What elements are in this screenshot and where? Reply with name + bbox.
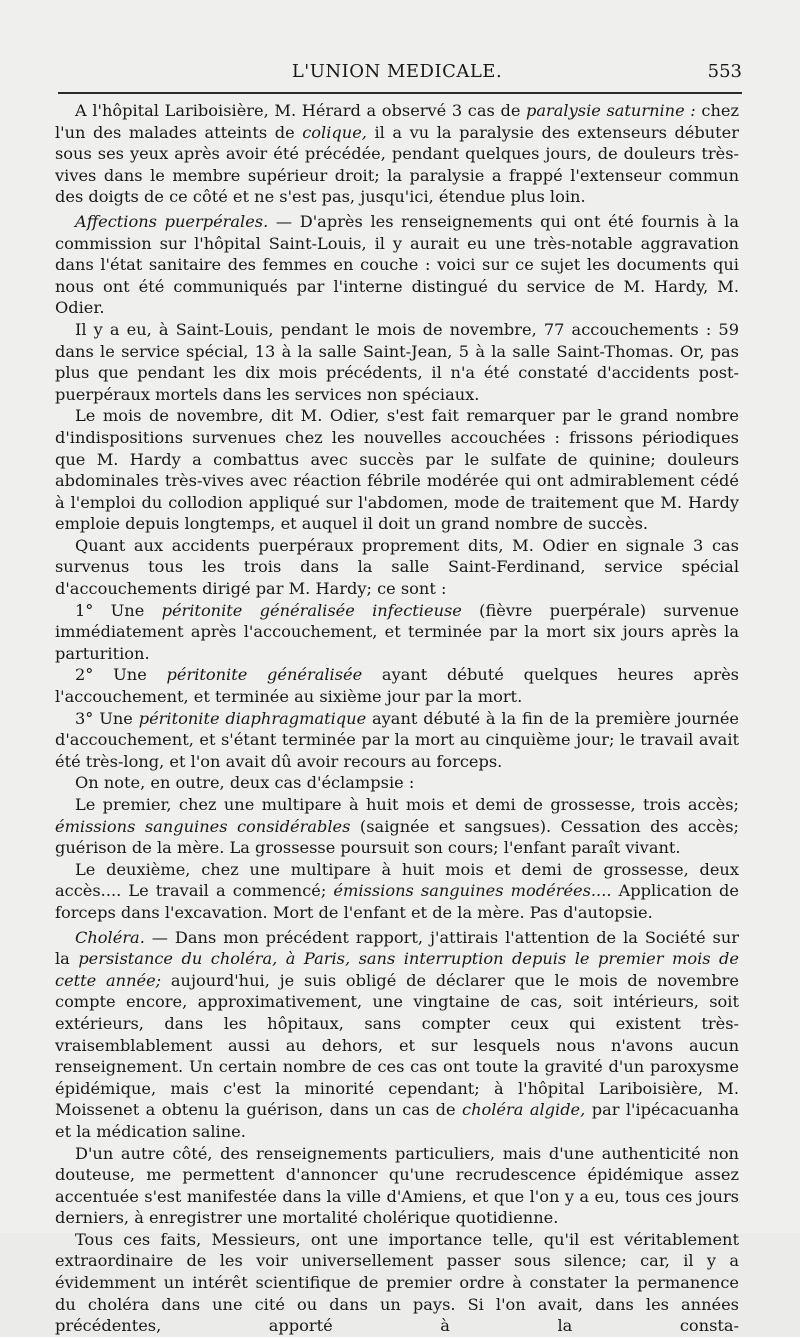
text-run: Quant aux accidents puerpéraux proprement dits, M. Odier en signale 3 cas survenus tous les trois dans la salle Saint-Ferdinand, service spécial d'accouchements dirigé par M. Hardy; ce sont : [55, 535, 739, 599]
paragraph-novembre [55, 405, 739, 535]
text-run: ayant débuté quelques heures après l'accouchement, et terminée au sixième jour par la mort. [55, 665, 739, 707]
paragraph-eclampsie [55, 772, 739, 794]
text-run: (fièvre puerpérale) survenue immédiatement après l'accouchement, et terminée par la mort six jours après la parturition. [55, 600, 739, 663]
text-run: par l'ipécacuanha et la médication saline. [55, 1100, 739, 1141]
paragraph-case-3 [55, 708, 739, 773]
paragraph-saint-louis [55, 319, 739, 405]
italic-run: colique, [302, 122, 367, 142]
italic-run: péritonite diaphragmatique [138, 708, 367, 728]
italic-run: Choléra. [75, 927, 145, 947]
paragraph-accidents [55, 535, 739, 600]
text-run: aujourd'hui, je suis obligé de déclarer que le mois de novembre compte encore, approximativement, une vingtaine de cas, soit intérieurs, soit extérieurs, dans les hôpitaux, sans compter ceux qui existent très-vraisemblablement aussi au dehors, et sur lesquels nous n'avons aucun renseignement. Un certain nombre de ces cas ont toute la gravité d'un paroxysme épidémique, mais c'est la minorité cependant; à l'hôpital Lariboisière, M. Moissenet a obtenu la guérison, dans un cas de [55, 970, 739, 1120]
text-run: Il y a eu, à Saint-Louis, pendant le mois de novembre, 77 accouchements : 59 dans le service spécial, 13 à la salle Saint-Jean, 5 à la salle Saint-Thomas. Or, pas plus que pendant les dix mois précédents, il n'a été constaté d'accidents post-puerpéraux mortels dans les services non spéciaux. [55, 319, 739, 404]
paragraph-cholera [55, 927, 739, 1143]
text-run: Le mois de novembre, dit M. Odier, s'est fait remarquer par le grand nombre d'indispositions survenues chez les nouvelles accouchées : frissons périodiques que M. Hardy a combattus avec succès par le sulfate de quinine; douleurs abdominales très-vives avec réaction fébrile modérée qui ont admirablement cédé à l'emploi du collodion appliqué sur l'abdomen, mode de traitement que M. Hardy emploie depuis longtemps, et auquel il doit un grand nombre de succès. [55, 406, 739, 534]
text-run: A l'hôpital Lariboisière, M. Hérard a observé 3 cas de [75, 101, 527, 120]
text-run: — D'après les renseignements qui ont été fournis à la commission sur l'hôpital Saint-Louis, il y aurait eu une très-notable aggravation dans l'état sanitaire des femmes en couche : voici sur ce sujet les documents qui nous ont été communiqués par l'interne distingué du service de M. Hardy, M. Odier. [55, 211, 739, 318]
italic-run: émissions sanguines considérables [55, 816, 351, 836]
paragraph-case-1 [55, 600, 739, 665]
text-run: il a vu la paralysie des extenseurs débuter sous ses yeux après avoir été précédée, pendant quelques jours, de douleurs très-vives dans le membre supérieur droit; la paralysie a frappé l'extenseur commun des doigts de ce côté et ne s'est pas, jusqu'ici, étendue plus loin. [55, 122, 740, 207]
text-run: On note, en outre, deux cas d'éclampsie : [75, 773, 415, 793]
body-text [55, 100, 739, 1337]
paragraph-case-2 [55, 664, 739, 707]
italic-run: choléra algide, [462, 1100, 586, 1120]
page-header [52, 61, 742, 87]
text-run: Le deuxième, chez une multipare à huit mois et demi de grossesse, deux accès.... Le travail a commencé; [55, 859, 739, 901]
page-number: 553 [707, 61, 742, 82]
running-title: L'UNION MEDICALE. [291, 61, 503, 82]
italic-run: péritonite généralisée infectieuse [161, 600, 462, 620]
paragraph-premier [55, 794, 739, 859]
italic-run: Affections puerpérales. [75, 211, 269, 231]
text-run: Tous ces faits, Messieurs, ont une importance telle, qu'il est véritablement extraordinaire de les voir universellement passer sous silence; car, il y a évidemment un intérêt scientifique de premier ordre à constater la permanence du choléra dans une cité ou dans un pays. Si l'on avait, dans les années précédentes, apporté à la consta- [55, 1229, 739, 1336]
text-run: 2° Une [75, 665, 167, 685]
paragraph-amiens [55, 1143, 739, 1229]
text-run: D'un autre côté, des renseignements particuliers, mais d'une authenticité non douteuse, me permettent d'annoncer qu'une recrudescence épidémique assez accentuée s'est manifestée dans la ville d'Amiens, et que l'on y a eu, tous ces jours derniers, à enregistrer une mortalité cholérique quotidienne. [55, 1143, 739, 1228]
text-run: ayant débuté à la fin de la première journée d'accouchement, et s'étant terminée par la mort au cinquième jour; le travail avait été très-long, et l'on avait dû avoir recours au forceps. [55, 708, 739, 771]
text-run: chez l'un des malades atteints de [55, 101, 739, 142]
header-rule [58, 92, 742, 94]
text-run: Le premier, chez une multipare à huit mois et demi de grossesse, trois accès; [75, 795, 739, 814]
italic-run: persistance du choléra, à Paris, sans interruption depuis le premier mois de cette année; [55, 949, 739, 990]
paragraph-deuxieme [55, 859, 739, 924]
italic-run: paralysie saturnine : [526, 101, 696, 120]
paragraph-tous-ces-faits [55, 1229, 739, 1337]
text-run: (saignée et sangsues). Cessation des accès; guérison de la mère. La grossesse poursuit son cours; l'enfant paraît vivant. [55, 816, 740, 858]
text-run: 1° Une [75, 600, 162, 620]
text-run: 3° Une [75, 708, 139, 728]
paragraph-affections-puerperales [55, 211, 739, 319]
italic-run: émissions sanguines modérées.... [333, 881, 612, 901]
paragraph-lariboisiere [55, 100, 739, 208]
text-run: — Dans mon précédent rapport, j'attirais l'attention de la Société sur la [55, 927, 739, 969]
italic-run: péritonite généralisée [166, 665, 363, 685]
text-run: Application de forceps dans l'excavation. Mort de l'enfant et de la mère. Pas d'autopsie. [55, 881, 739, 922]
